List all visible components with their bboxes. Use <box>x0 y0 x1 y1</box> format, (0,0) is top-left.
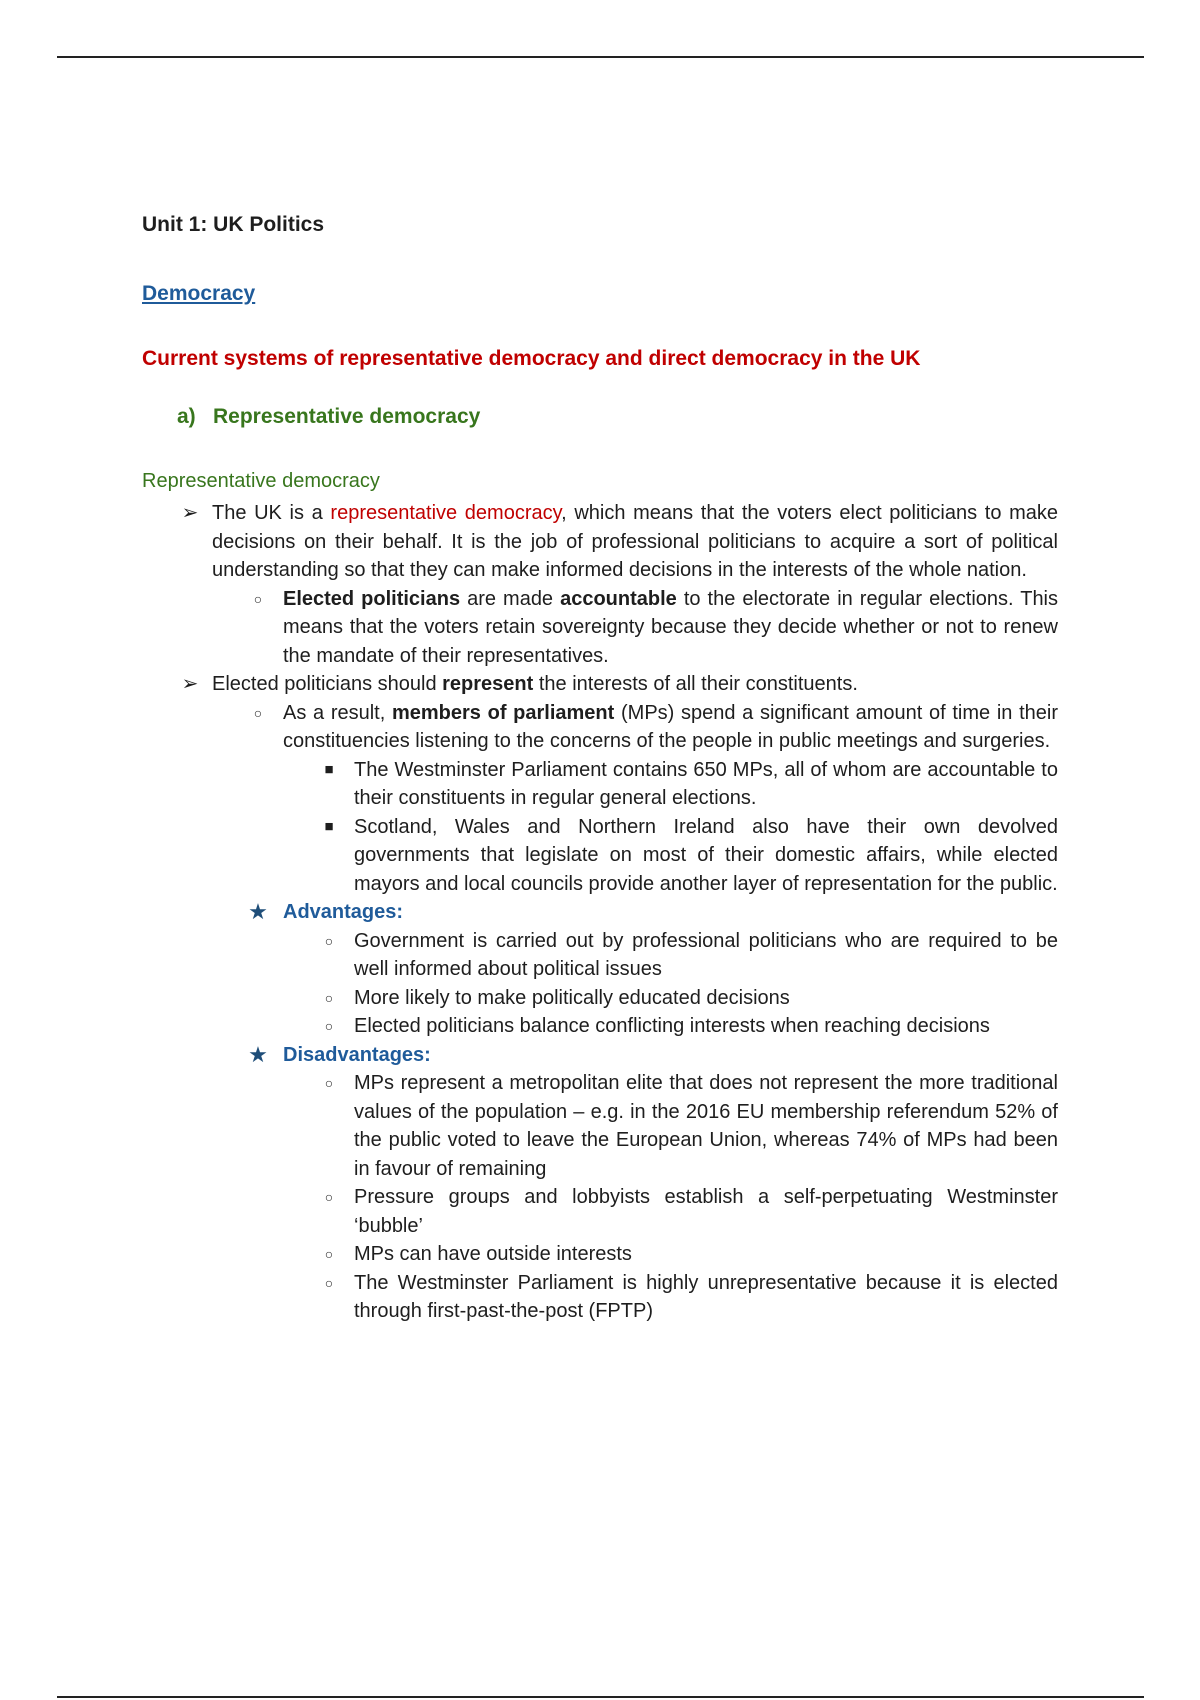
bottom-rule <box>57 1696 1144 1698</box>
circle-bullet-icon: ○ <box>253 704 263 721</box>
list-item: ○ Elected politicians are made accountable to the electorate in regular elections. This means that the voters retain sovereignty because they decide whether or not to renew the mandate of their representatives. <box>142 585 1058 671</box>
arrow-bullet-icon: ➢ <box>181 673 199 695</box>
advantages-heading: ★ Advantages: <box>142 898 1058 927</box>
circle-bullet-icon: ○ <box>324 989 334 1006</box>
main-heading: Current systems of representative democracy and direct democracy in the UK <box>142 347 921 370</box>
sub-heading-text: Representative democracy <box>213 405 481 428</box>
disadvantages-heading: ★ Disadvantages: <box>142 1041 1058 1070</box>
circle-bullet-icon: ○ <box>324 1189 334 1205</box>
circle-bullet-icon: ○ <box>324 1018 334 1034</box>
highlighted-term: representative democracy <box>330 502 562 524</box>
arrow-bullet-icon: ➢ <box>181 502 199 524</box>
list-item: ■ The Westminster Parliament contains 650 MPs, all of whom are accountable to their constituents in regular general elections. <box>142 756 1058 813</box>
list-item: ○ MPs represent a metropolitan elite that does not represent the more traditional values of the population – e.g. in the 2016 EU membership referendum 52% of the public voted to leave the European Union, whereas 74% of MPs had been in favour of remaining <box>142 1069 1058 1183</box>
bullet-content <box>142 499 1058 1326</box>
circle-bullet-icon: ○ <box>253 590 263 607</box>
circle-bullet-icon: ○ <box>324 932 334 949</box>
circle-bullet-icon: ○ <box>324 1274 334 1291</box>
democracy-link[interactable]: Democracy <box>142 282 256 305</box>
list-item: ○ The Westminster Parliament is highly unrepresentative because it is elected through first-past-the-post (FPTP) <box>142 1269 1058 1326</box>
sub-heading <box>177 405 480 429</box>
list-item: ○ More likely to make politically educated decisions <box>142 984 1058 1013</box>
square-bullet-icon: ■ <box>324 817 334 835</box>
star-icon: ★ <box>248 1041 268 1067</box>
section-label: Representative democracy <box>142 470 380 492</box>
list-item: ○ MPs can have outside interests <box>142 1240 1058 1269</box>
circle-bullet-icon: ○ <box>324 1075 334 1091</box>
list-item: ○ Elected politicians balance conflicting interests when reaching decisions <box>142 1012 1058 1041</box>
circle-bullet-icon: ○ <box>324 1246 334 1262</box>
list-item: ○ Government is carried out by professional politicians who are required to be well informed about political issues <box>142 927 1058 984</box>
list-item: ○ Pressure groups and lobbyists establish a self-perpetuating Westminster ‘bubble’ <box>142 1183 1058 1240</box>
list-item: ➢ The UK is a representative democracy, which means that the voters elect politicians to make decisions on their behalf. It is the job of professional politicians to acquire a sort of political understanding so that they can make informed decisions in the interests of the whole nation. <box>142 499 1058 585</box>
top-rule <box>57 56 1144 58</box>
star-icon: ★ <box>248 899 268 924</box>
square-bullet-icon: ■ <box>324 760 334 778</box>
list-item: ○ As a result, members of parliament (MPs) spend a significant amount of time in their constituencies listening to the concerns of the people in public meetings and surgeries. <box>142 699 1058 756</box>
list-item: ■ Scotland, Wales and Northern Ireland also have their own devolved governments that legislate on most of their domestic affairs, while elected mayors and local councils provide another layer of representation for the public. <box>142 813 1058 899</box>
unit-title: Unit 1: UK Politics <box>142 213 325 236</box>
list-item: ➢ Elected politicians should represent the interests of all their constituents. <box>142 670 1058 699</box>
sub-heading-number: a) <box>177 405 196 428</box>
